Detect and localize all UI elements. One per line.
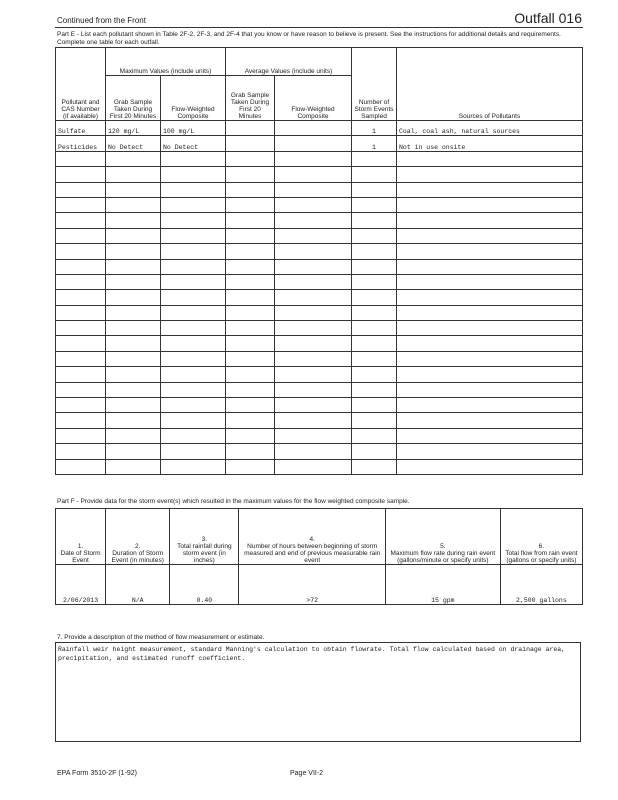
table-cell: 1 bbox=[352, 121, 397, 136]
table-cell bbox=[226, 382, 275, 397]
table-cell bbox=[161, 321, 226, 336]
table-cell bbox=[397, 367, 583, 382]
table-cell bbox=[226, 367, 275, 382]
table-cell bbox=[56, 459, 106, 474]
table-row bbox=[56, 182, 583, 197]
table-cell bbox=[56, 197, 106, 212]
table-cell bbox=[106, 351, 161, 366]
form-number: EPA Form 3510-2F (1-92) bbox=[57, 770, 138, 777]
table-row bbox=[56, 398, 583, 413]
pollutant-table bbox=[55, 47, 583, 475]
table-row bbox=[56, 259, 583, 274]
table-cell bbox=[56, 151, 106, 166]
storm-value: N/A bbox=[106, 565, 170, 605]
table-cell bbox=[275, 413, 352, 428]
table-cell bbox=[275, 151, 352, 166]
col-label: Total rainfall during storm event (in inches) bbox=[177, 543, 232, 564]
part-e-instructions: Part E - List each pollutant shown in Table 2F-2, 2F-3, and 2F-4 that you know or have reason to believe is present. See the instructions for additional details and requirements. Complete one table for each outfall. bbox=[57, 31, 561, 46]
table-cell bbox=[106, 182, 161, 197]
table-row bbox=[56, 167, 583, 182]
storm-col-header bbox=[500, 509, 582, 565]
col-max-composite: Flow-Weighted Composite bbox=[161, 76, 226, 121]
col-label: Duration of Storm Event (in minutes) bbox=[111, 550, 164, 564]
table-cell bbox=[275, 121, 352, 136]
table-cell bbox=[106, 213, 161, 228]
table-cell bbox=[161, 351, 226, 366]
table-cell bbox=[161, 244, 226, 259]
table-cell bbox=[397, 213, 583, 228]
table-cell bbox=[352, 197, 397, 212]
table-cell: 1 bbox=[352, 136, 397, 151]
table-cell bbox=[161, 336, 226, 351]
table-row bbox=[56, 197, 583, 212]
table-cell bbox=[275, 136, 352, 151]
table-cell bbox=[275, 459, 352, 474]
table-cell bbox=[352, 382, 397, 397]
table-cell bbox=[226, 136, 275, 151]
table-cell bbox=[56, 274, 106, 289]
storm-value: 2/06/2013 bbox=[56, 565, 106, 605]
storm-value: 15 gpm bbox=[385, 565, 500, 605]
table-cell bbox=[106, 428, 161, 443]
table-cell bbox=[226, 228, 275, 243]
table-cell bbox=[226, 167, 275, 182]
table-cell bbox=[352, 336, 397, 351]
storm-col-header bbox=[239, 509, 386, 565]
storm-event-table bbox=[55, 508, 583, 605]
table-cell bbox=[226, 151, 275, 166]
col-label: Total flow from rain event (gallons or specify units) bbox=[505, 550, 578, 564]
table-cell bbox=[226, 121, 275, 136]
table-cell bbox=[226, 336, 275, 351]
table-cell bbox=[106, 167, 161, 182]
table-cell bbox=[275, 259, 352, 274]
table-cell bbox=[352, 290, 397, 305]
table-cell bbox=[56, 182, 106, 197]
table-cell bbox=[226, 197, 275, 212]
table-row bbox=[56, 213, 583, 228]
table-cell bbox=[352, 167, 397, 182]
table-cell bbox=[226, 444, 275, 459]
col-number: 5. bbox=[440, 543, 446, 550]
storm-col-header bbox=[170, 509, 239, 565]
table-cell bbox=[106, 321, 161, 336]
table-cell bbox=[397, 197, 583, 212]
table-cell bbox=[56, 290, 106, 305]
table-cell bbox=[106, 197, 161, 212]
table-cell bbox=[161, 259, 226, 274]
table-cell bbox=[226, 182, 275, 197]
col-number: 2. bbox=[134, 543, 141, 550]
table-cell bbox=[106, 274, 161, 289]
group-maximum: Maximum Values (include units) bbox=[106, 48, 226, 76]
table-cell bbox=[161, 305, 226, 320]
table-cell bbox=[397, 428, 583, 443]
table-cell bbox=[275, 428, 352, 443]
table-cell: 100 mg/L bbox=[161, 121, 226, 136]
table-cell: No Detect bbox=[161, 136, 226, 151]
table-cell bbox=[106, 259, 161, 274]
table-cell bbox=[275, 228, 352, 243]
storm-col-header bbox=[56, 509, 106, 565]
table-cell bbox=[56, 213, 106, 228]
table-cell bbox=[106, 151, 161, 166]
table-cell bbox=[352, 444, 397, 459]
table-cell bbox=[275, 290, 352, 305]
table-cell bbox=[275, 305, 352, 320]
part-7-label: 7. Provide a description of the method of flow measurement or estimate. bbox=[57, 634, 265, 641]
table-cell bbox=[161, 167, 226, 182]
table-cell bbox=[352, 367, 397, 382]
table-cell bbox=[56, 444, 106, 459]
table-cell bbox=[56, 428, 106, 443]
table-cell: Not in use onsite bbox=[397, 136, 583, 151]
table-cell bbox=[397, 382, 583, 397]
table-row bbox=[56, 413, 583, 428]
table-cell bbox=[106, 290, 161, 305]
table-cell bbox=[352, 244, 397, 259]
table-cell bbox=[226, 305, 275, 320]
table-row bbox=[56, 228, 583, 243]
table-cell bbox=[275, 336, 352, 351]
table-cell: 120 mg/L bbox=[106, 121, 161, 136]
table-cell bbox=[275, 182, 352, 197]
table-cell bbox=[352, 259, 397, 274]
table-cell bbox=[106, 367, 161, 382]
table-cell bbox=[397, 151, 583, 166]
col-label: Number of hours between beginning of storm measured and end of previous measurable rain event bbox=[244, 543, 381, 564]
table-cell bbox=[56, 351, 106, 366]
table-cell bbox=[275, 367, 352, 382]
table-cell bbox=[397, 182, 583, 197]
table-cell bbox=[397, 459, 583, 474]
table-cell bbox=[56, 228, 106, 243]
table-cell bbox=[352, 351, 397, 366]
table-cell bbox=[226, 274, 275, 289]
table-row bbox=[56, 305, 583, 320]
table-cell bbox=[275, 444, 352, 459]
table-cell bbox=[397, 167, 583, 182]
table-cell bbox=[161, 428, 226, 443]
col-pollutant: Pollutant and CAS Number (if available) bbox=[56, 48, 106, 121]
table-row bbox=[56, 290, 583, 305]
col-avg-grab: Grab Sample Taken During First 20 Minutes bbox=[226, 76, 275, 121]
col-number: 4. bbox=[309, 536, 315, 543]
table-cell bbox=[161, 444, 226, 459]
table-cell bbox=[161, 213, 226, 228]
table-cell bbox=[106, 336, 161, 351]
table-cell bbox=[161, 197, 226, 212]
table-row bbox=[56, 336, 583, 351]
table-cell bbox=[226, 413, 275, 428]
table-row bbox=[56, 151, 583, 166]
storm-col-header bbox=[106, 509, 170, 565]
table-cell bbox=[56, 398, 106, 413]
table-row bbox=[56, 136, 583, 151]
table-cell bbox=[106, 459, 161, 474]
table-cell bbox=[275, 382, 352, 397]
table-cell bbox=[161, 274, 226, 289]
table-cell bbox=[226, 259, 275, 274]
table-cell: Coal, coal ash, natural sources bbox=[397, 121, 583, 136]
table-cell bbox=[352, 459, 397, 474]
table-cell bbox=[106, 305, 161, 320]
storm-value: 2,500 gallons bbox=[500, 565, 582, 605]
table-row bbox=[56, 351, 583, 366]
table-cell bbox=[352, 274, 397, 289]
table-cell bbox=[106, 228, 161, 243]
table-cell bbox=[106, 244, 161, 259]
table-cell bbox=[106, 413, 161, 428]
part-f-instructions: Part F - Provide data for the storm event(s) which resulted in the maximum values for the flow weighted composite sample. bbox=[57, 498, 410, 505]
table-cell bbox=[56, 321, 106, 336]
table-cell bbox=[352, 182, 397, 197]
table-cell bbox=[352, 428, 397, 443]
table-cell bbox=[275, 351, 352, 366]
table-row bbox=[56, 428, 583, 443]
table-cell bbox=[397, 336, 583, 351]
table-cell bbox=[56, 244, 106, 259]
storm-col-header bbox=[385, 509, 500, 565]
outfall-title: Outfall 016 bbox=[514, 10, 582, 26]
table-cell bbox=[352, 321, 397, 336]
storm-value: >72 bbox=[239, 565, 386, 605]
table-cell bbox=[397, 259, 583, 274]
table-cell bbox=[106, 398, 161, 413]
table-cell bbox=[397, 290, 583, 305]
table-cell bbox=[226, 244, 275, 259]
table-row bbox=[56, 321, 583, 336]
table-cell bbox=[397, 305, 583, 320]
table-cell bbox=[56, 382, 106, 397]
page-number: Page VII-2 bbox=[290, 770, 324, 777]
table-cell bbox=[161, 367, 226, 382]
table-cell bbox=[226, 213, 275, 228]
flow-method-description: Rainfall weir height measurement, standard Manning's calculation to obtain flowrate. Total flow calculated based on drainage area, precipitation, and estimated runoff coefficient. bbox=[55, 642, 581, 742]
table-cell bbox=[275, 398, 352, 413]
table-cell bbox=[397, 444, 583, 459]
table-cell bbox=[161, 459, 226, 474]
table-cell bbox=[352, 228, 397, 243]
group-average: Average Values (include units) bbox=[226, 48, 352, 76]
table-cell bbox=[397, 351, 583, 366]
table-cell bbox=[397, 228, 583, 243]
table-cell bbox=[352, 151, 397, 166]
table-row bbox=[56, 444, 583, 459]
table-cell bbox=[352, 413, 397, 428]
col-label: Maximum flow rate during rain event (gallons/minute or specify units) bbox=[390, 550, 496, 564]
table-cell bbox=[161, 413, 226, 428]
table-row bbox=[56, 367, 583, 382]
table-cell bbox=[352, 398, 397, 413]
table-cell bbox=[56, 413, 106, 428]
table-cell bbox=[226, 290, 275, 305]
divider bbox=[55, 27, 583, 28]
table-cell bbox=[161, 398, 226, 413]
table-cell bbox=[397, 398, 583, 413]
table-row bbox=[56, 121, 583, 136]
table-row bbox=[56, 274, 583, 289]
table-cell bbox=[161, 290, 226, 305]
table-cell bbox=[106, 444, 161, 459]
table-cell bbox=[275, 274, 352, 289]
table-cell bbox=[352, 213, 397, 228]
col-storm-events: Number of Storm Events Sampled bbox=[352, 48, 397, 121]
table-cell bbox=[226, 351, 275, 366]
table-cell bbox=[161, 151, 226, 166]
table-cell bbox=[397, 274, 583, 289]
table-cell bbox=[161, 382, 226, 397]
table-cell: Sulfate bbox=[56, 121, 106, 136]
table-cell bbox=[275, 244, 352, 259]
col-label: Date of Storm Event bbox=[60, 550, 101, 564]
table-row bbox=[56, 244, 583, 259]
col-sources: Sources of Pollutants bbox=[397, 48, 583, 121]
table-cell bbox=[161, 182, 226, 197]
table-cell bbox=[56, 367, 106, 382]
table-cell: Pesticides bbox=[56, 136, 106, 151]
table-cell: No Detect bbox=[106, 136, 161, 151]
table-cell bbox=[226, 459, 275, 474]
table-cell bbox=[397, 321, 583, 336]
table-cell bbox=[226, 428, 275, 443]
col-number: 6. bbox=[538, 543, 545, 550]
table-cell bbox=[56, 336, 106, 351]
col-max-grab: Grab Sample Taken During First 20 Minutes bbox=[106, 76, 161, 121]
table-row bbox=[56, 382, 583, 397]
table-cell bbox=[106, 382, 161, 397]
col-number: 3. bbox=[201, 536, 208, 543]
table-cell bbox=[226, 398, 275, 413]
table-cell bbox=[275, 167, 352, 182]
table-cell bbox=[56, 305, 106, 320]
storm-value: 0.40 bbox=[170, 565, 239, 605]
col-number: 1. bbox=[77, 543, 84, 550]
table-cell bbox=[275, 213, 352, 228]
table-cell bbox=[352, 305, 397, 320]
table-cell bbox=[226, 321, 275, 336]
table-cell bbox=[275, 197, 352, 212]
table-cell bbox=[275, 321, 352, 336]
table-cell bbox=[397, 413, 583, 428]
continued-label: Continued from the Front bbox=[57, 16, 146, 25]
table-row bbox=[56, 459, 583, 474]
table-cell bbox=[161, 228, 226, 243]
table-cell bbox=[56, 259, 106, 274]
table-cell bbox=[397, 244, 583, 259]
col-avg-composite: Flow-Weighted Composite bbox=[275, 76, 352, 121]
table-cell bbox=[56, 167, 106, 182]
